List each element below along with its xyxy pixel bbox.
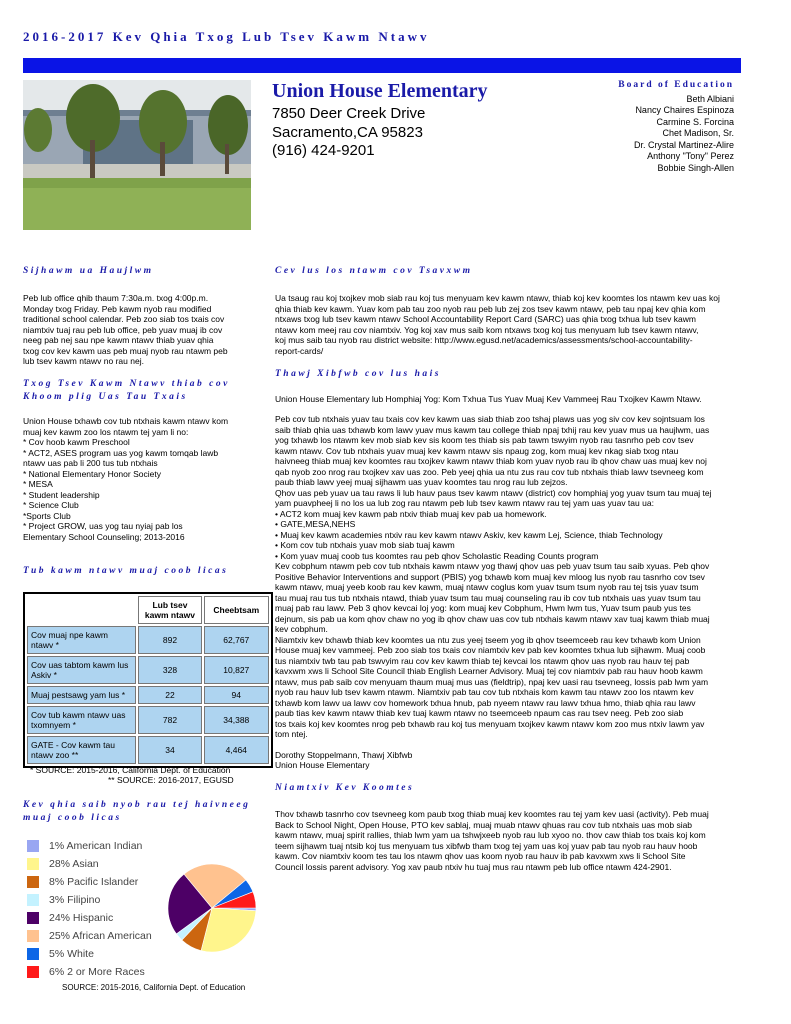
- legend-item: 8% Pacific Islander: [27, 873, 177, 891]
- page-title: 2016-2017 Kev Qhia Txog Lub Tsev Kawm Ntawv: [23, 29, 430, 44]
- board-member: Anthony "Tony" Perez: [647, 151, 734, 161]
- demographics-source: SOURCE: 2015-2016, California Dept. of Education: [62, 983, 246, 992]
- principal-message: Peb cov tub ntxhais yuav tau txais cov kev kawm uas siab thiab zoo tshaj plaws uas yog siv cov kev sojntsuam los saib thiab qhia uas txhawb kom lawv yuav mus kawm tau college thiab npaj txhij rau kev yuav mus ua haujlwm, uas yog txhawb los ntawm kev mob siab kev sis koom tes thiab sis pab tawm tswyim nyob rau tasnrho peb cov tsev kawm ntawv. Cov tub ntxhais yuav muaj kev kawm ntawv sis npaug zog, kom muaj kev nkag siab txog ntau haivneeg thiab muaj kev koomtes rau txojkev kawm ntawv thiab kom yuav nyob rau ib qhov chaw uas muaj kev noj qab nyob zoo nrog rau txojkev xav uas zoo. Peb yeej qhia ua ntu zus rau cov tub ntxhais thiab lawv tsevneeg kom paub thiab lawv yeej muaj sijhawm uas yuav koomtes tau nrog rau lub zejzos. Qhov uas peb yuav ua tau raws li lub hauv paus tsev kawm ntawv (district) cov homphiaj yog yuav tsum tau muaj tej yam puavpheej li no los ua lub zog rau ntawm peb lub tsev kawm ntawv rau tej yam uas yuav tau ua: • ACT2 kom muaj kev kawm pab ntxiv thiab muaj kev pab ua homework. • GATE,MESA,NEHS • Muaj kev kawm academies ntxiv rau kev kawm ntawv Askiv, kev kawm Lej, Science, thiab Technology • Kom cov tub ntxhais yuav mob siab tuaj kawm • Kom yuav muaj coob tus koomtes rau peb qhov Scholastic Reading Counts program Kev cobphum ntawm peb cov tub ntxhais kawm ntawv yog thawj qhov uas peb yuav tsum tau saib xyuas. Peb qhov Positive Behavior Interventions and support (PBIS) yog txhawb kom muaj kev mloog lus nyob rau tasnrho cov tsev kawm ntawv, muaj yeeb koob rau kev kawm, muaj ntawv coglus kom yuav tsum tsum nyob rau tej tsis yuav tsum tau muaj rau tus tub ntxhais ntawd, thiab yuav tsum tau muaj counseling rau ib cov tub ntxhais uas yuav tsum tau muaj pab rau lawv. Peb 3 qhov kevcai loj yog: kom muaj kev Cobphum, Hwm lwm tus, Yuav tsum paub yus tes dejnum, sis pab ua kom qhov chaw no yog ib qhov chaw uas cov tub ntxhais kawm ntawv xav tuaj kawm thiab muaj kev cobphum. Niamtxiv kev txhawb thiab kev koomtes ua ntu zus yeej tseem yog ib qhov tseemceeb rau kev txhawb kom Union House muaj kev vammeej. Peb zoo siab tos txais cov niamtxiv kev pab kev koomtes txhua lub sijhawm. Muaj coob tus niamtxiv twb tau pab tswvyim rau cov kev kawm thiab tej kevcai los ntawm qhov uas nyob rau hauv tej pab kavxwm xws li School Site Council thiab English Learner Advisory. Muaj tej cov niamtxiv pab rau hauv hoob kawm ntawv, mus pab saib cov menyuam thaum muaj mus uas (fieldtrip), npaj kev uasi rau tsevneeg, lossis pab lwm yam nyob rau hauv lub tsev kawm ntawm. Niamtxiv pab tau cov tub ntxhais kom kawm tau ntawv zoo los ntawm kev txhawb kom lawv ua lawv cov homework txhua hnub, pab nyeem ntawv rau lawv txhua hmo, thiab qhia rau lawv paub tias kev kawm ntawv thiab kev tuaj kawm ntawv no tseemceeb npaum cas rau tsev neeg. Peb zoo siab tos txais koj kev koomtes nrog peb txhawb rau koj tus menyuam txojkev kawm ntawv kom zoo mus ntxiv lawm yav tom ntej. Dorothy Stoppelmann, Thawj Xibfwb Union House Elementary: [275, 414, 742, 771]
- signature-school: Union House Elementary: [275, 760, 370, 770]
- legend-item: 24% Hispanic: [27, 909, 177, 927]
- legend-item: 5% White: [27, 945, 177, 963]
- table-row: Cov muaj npe kawm ntawv * 892 62,767: [27, 626, 269, 654]
- board-member: Dr. Crystal Martinez-Alire: [633, 139, 734, 150]
- board-member: Bobbie Singh-Allen: [657, 162, 734, 173]
- phone-number: (916) 424-9201: [272, 142, 375, 159]
- hours-heading: Sijhawm ua Haujlwm: [23, 266, 154, 276]
- table-header-blank: [27, 596, 136, 624]
- board-member: Chet Madison, Sr.: [662, 128, 734, 138]
- signature-name: Dorothy Stoppelmann, Thawj Xibfwb: [275, 749, 413, 760]
- legend-item: 1% American Indian: [27, 837, 177, 855]
- legend-swatch: [27, 966, 39, 978]
- board-member: Nancy Chaires Espinoza: [635, 105, 734, 115]
- table-source-2: ** SOURCE: 2016-2017, EGUSD: [108, 775, 234, 785]
- board-member: Carmine S. Forcina: [656, 116, 734, 127]
- demographics-heading: Kev qhia saib nyob rau tej haivneeg muaj coob licas: [23, 800, 251, 823]
- demographics-pie-chart: [166, 862, 258, 954]
- legend-item: 25% African American: [27, 927, 177, 945]
- legend-swatch: [27, 912, 39, 924]
- table-header-row: [27, 596, 269, 624]
- legend-swatch: [27, 840, 39, 852]
- hours-text: Peb lub office qhib thaum 7:30a.m. txog 4:00p.m. Monday txog Friday. Peb kawm nyob rau modified traditional school calendar. Peb zoo siab tos txais cov niamtxiv tuaj rau peb lub office, peb yuav muaj ib cov neeg pab nej sau npe kawm ntawv thiab yuav qhia txog cov kev kawm uas peb muaj nyob rau ntawm peb lub tsev kawm ntawv no rau nej.: [23, 293, 228, 366]
- legend-swatch: [27, 894, 39, 906]
- table-header-school: Lub tsev kawm ntawv: [138, 596, 201, 624]
- enrollment-table: [23, 592, 273, 768]
- involvement-heading: Niamtxiv Kev Koomtes: [275, 783, 415, 793]
- board-of-education: [618, 80, 734, 174]
- header-bar: [23, 58, 741, 73]
- legend-item: 3% Filipino: [27, 891, 177, 909]
- table-row: Cov tub kawm ntawv uas txomnyem * 782 34,388: [27, 706, 269, 734]
- table-source-1: * SOURCE: 2015-2016, California Dept. of Education: [30, 765, 231, 775]
- legend-swatch: [27, 930, 39, 942]
- legend-item: 28% Asian: [27, 855, 177, 873]
- legend-swatch: [27, 948, 39, 960]
- enrollment-heading: Tub kawm ntawv muaj coob licas: [23, 566, 229, 576]
- involvement-text: Thov txhawb tasnrho cov tsevneeg kom paub txog thiab muaj kev koomtes rau tej yam kev uasi (activity). Peb muaj Back to School Night, Open House, PTO kev sablaj, muaj muab ntawv qhuas rau cov tub ntxhais uas mob siab kawm ntawv, muaj spirit rallies, thiab lwm yam ua tshwjxeeb nyob rau lub xyoo no. thov caw thiab tos txais koj kom teem sijhawm tuaj ntsib koj tus menyuam tus xibfwb tham txog tej yam uas koj yuav pab tau nyob rau hauv hoob kawm. Cov niamtxiv koom tes tau los ntawm qhov uas koom nyob rau hauv ib pab kavxwm xws li School Site Council lossis parent advisory. Yog xav paub ntxiv hu tuaj mus rau ntawm peb lub office ntawm 424-2901.: [275, 809, 709, 872]
- board-title: Board of Education: [618, 80, 734, 90]
- principal-heading: Thawj Xibfwb cov lus hais: [275, 369, 441, 379]
- results-heading: Cev lus los ntawm cov Tsavxwm: [275, 266, 473, 276]
- legend-item: 6% 2 or More Races: [27, 963, 177, 981]
- results-text: Ua tsaug rau koj txojkev mob siab rau koj tus menyuam kev kawm ntawv, thiab koj kev koomtes los ntawm kev uas koj qhia thiab kev kawm. Yuav kom pab tau zoo nyob rau peb lub zej zos tsev kawm ntawv, peb tau npaj kev qhia kom ntxaws txog lub tsev kawm ntawv School Accountability Report Card (SARC) uas qhia txog txhua lub tsev kawm ntawv kom meej rau cov niamtxiv. Yog koj xav mus saib kom ntxaws txog koj tus menyuam lub tsev kawm ntawv, koj mus saib tau nyob rau district website: http://www.egusd.net/academics/assessments/school-accountability- report-cards/: [275, 293, 720, 356]
- legend-swatch: [27, 876, 39, 888]
- school-name: Union House Elementary: [272, 80, 488, 102]
- address-line-1: 7850 Deer Creek Drive: [272, 105, 426, 122]
- school-photo: [23, 80, 251, 230]
- table-row: Muaj pestsawg yam lus * 22 94: [27, 686, 269, 704]
- programs-heading: Txog Tsev Kawm Ntawv thiab cov Khoom plig Uas Tau Txais: [23, 379, 230, 402]
- table-row: GATE - Cov kawm tau ntawv zoo ** 34 4,464: [27, 736, 269, 764]
- address-line-2: Sacramento,CA 95823: [272, 124, 423, 141]
- board-member: Beth Albiani: [686, 93, 734, 104]
- principal-intro: Union House Elementary lub Homphiaj Yog: Kom Txhua Tus Yuav Muaj Kev Vammeej Rau Txojkev Kawm Ntawv.: [275, 394, 702, 404]
- programs-text: Union House txhawb cov tub ntxhais kawm ntawv kom muaj kev kawm zoo los ntawm tej yam li no: * Cov hoob kawm Preschool * ACT2, ASES program uas yog kawm tomqab lawb ntawv uas pab li 200 tus tub ntxhais * National Elementary Honor Society * MESA * Student leadership * Science Club *Sports Club * Project GROW, uas yog tau nyiaj pab los Elementary School Counseling; 2013-2016: [23, 416, 229, 542]
- table-row: Cov uas tabtom kawm lus Askiv * 328 10,827: [27, 656, 269, 684]
- table-header-district: Cheebtsam: [204, 596, 269, 624]
- legend-swatch: [27, 858, 39, 870]
